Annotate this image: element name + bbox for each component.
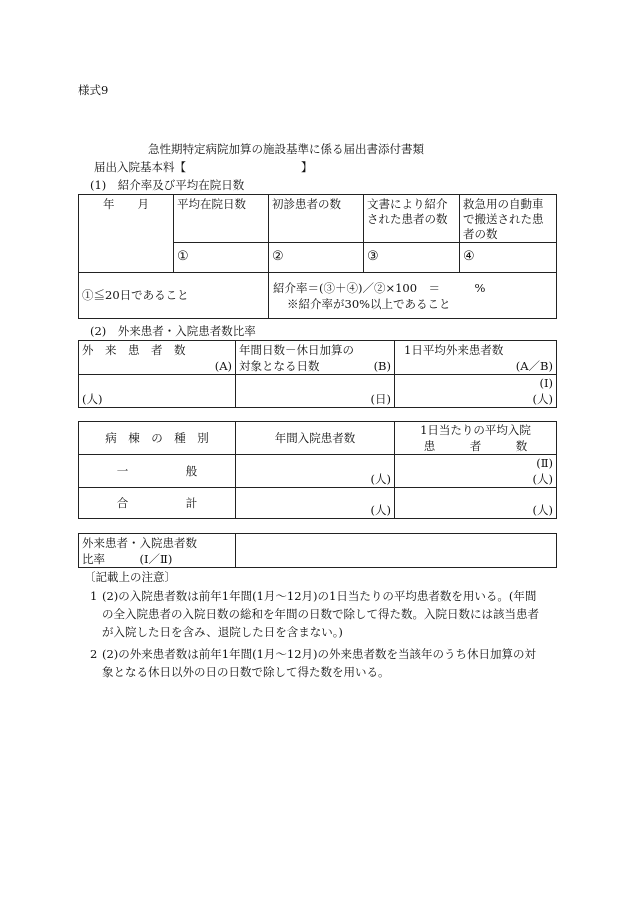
col-year: 年 月 [79, 195, 174, 273]
basic-fee-label: 届出入院基本料【 [94, 160, 186, 174]
note-1-line3: が入院した日を含み、退院した日を含まない。) [102, 625, 343, 639]
general-annual-cell [236, 455, 395, 488]
ratio-label-cell [79, 534, 236, 568]
row-general: 一 般 [79, 455, 236, 488]
note-1-line1: (2)の入院患者数は前年1年間(1月～12月)の1日当たりの平均患者数を用いる。(年間 [102, 589, 537, 603]
unit-total-annual: (人) [370, 503, 391, 517]
ratio-value-cell [236, 534, 557, 568]
col-ambulance: 救急用の自動車で搬送された患者の数 [460, 195, 557, 243]
note-2-line2: 象となる休日以外の日の日数で除して得た数を用いる。 [102, 665, 390, 679]
note-2-number: 2 [90, 647, 98, 661]
inpatient-table [78, 421, 557, 519]
col-avg-stay: 平均在院日数 [174, 195, 269, 243]
outpatient-table [78, 340, 557, 408]
mark-ii: (Ⅱ) [536, 456, 553, 470]
note-1-line2: の全入院患者の入院日数の総和を年間の日数で除して得た数。入院日数には該当患者 [102, 607, 539, 621]
col-days-cell [236, 341, 395, 375]
note-1-number: 1 [90, 589, 98, 603]
referral-table [78, 194, 557, 319]
section1-heading: (1) 紹介率及び平均在院日数 [90, 178, 245, 192]
col-outpatients-cell [79, 341, 236, 375]
row-total: 合 計 [79, 488, 236, 519]
col-ward-type: 病 棟 の 種 別 [79, 422, 236, 455]
col-daily-inpatients-line2: 患 者 数 [423, 439, 528, 453]
note-item-2 [86, 645, 566, 681]
col-daily-inpatients-line1: 1日当たりの平均入院 [420, 423, 531, 437]
ratio-cell [269, 273, 557, 319]
section2-heading: (2) 外来患者・入院患者数比率 [90, 324, 256, 338]
unit-people-a: (人) [82, 392, 103, 406]
unit-people-ab: (人) [532, 392, 553, 406]
num-2: ② [269, 243, 364, 273]
mark-i: (Ⅰ) [539, 376, 553, 390]
daily-avg-value-cell [395, 375, 557, 408]
mark-ab: (A／B) [515, 359, 553, 373]
document-title: 急性期特定病院加算の施設基準に係る届出書添付書類 [148, 142, 424, 156]
col-daily-inpatients-cell [395, 422, 557, 455]
ratio-formula: 紹介率＝(③＋④)／②×100 ＝ % [273, 281, 486, 295]
basic-fee-close: 】 [301, 160, 313, 174]
ratio-condition: ※紹介率が30%以上であること [287, 297, 451, 311]
num-4: ④ [460, 243, 557, 273]
ratio-label-line2: 比率 (Ⅰ／Ⅱ) [82, 552, 173, 566]
stay-condition: ①≦20日であること [79, 273, 269, 319]
ratio-table [78, 533, 557, 568]
col-daily-avg: 1日平均外来患者数 [404, 343, 504, 357]
col-days-line2: 対象となる日数 [239, 359, 320, 373]
note-2-line1: (2)の外来患者数は前年1年間(1月～12月)の外来患者数を当該年のうち休日加算の対 [102, 647, 537, 661]
unit-general-annual: (人) [370, 472, 391, 486]
general-daily-cell [395, 455, 557, 488]
mark-b: (B) [373, 359, 391, 373]
notes-heading: 〔記載上の注意〕 [84, 570, 176, 584]
days-value-cell [236, 375, 395, 408]
total-annual-cell [236, 488, 395, 519]
col-referred: 文書により紹介された患者の数 [364, 195, 460, 243]
form-number: 様式9 [78, 83, 109, 97]
total-daily-cell [395, 488, 557, 519]
col-annual-inpatients: 年間入院患者数 [236, 422, 395, 455]
unit-total-daily: (人) [532, 503, 553, 517]
note-item-1 [86, 587, 566, 641]
unit-days: (日) [370, 392, 391, 406]
ratio-label-line1: 外来患者・入院患者数 [82, 536, 197, 550]
outpatients-value-cell [79, 375, 236, 408]
mark-a: (A) [214, 359, 232, 373]
col-first-visit: 初診患者の数 [269, 195, 364, 243]
col-outpatients: 外 来 患 者 数 [82, 343, 186, 357]
num-1: ① [174, 243, 269, 273]
num-3: ③ [364, 243, 460, 273]
col-daily-avg-cell [395, 341, 557, 375]
col-days-line1: 年間日数－休日加算の [239, 343, 354, 357]
unit-general-daily: (人) [532, 472, 553, 486]
